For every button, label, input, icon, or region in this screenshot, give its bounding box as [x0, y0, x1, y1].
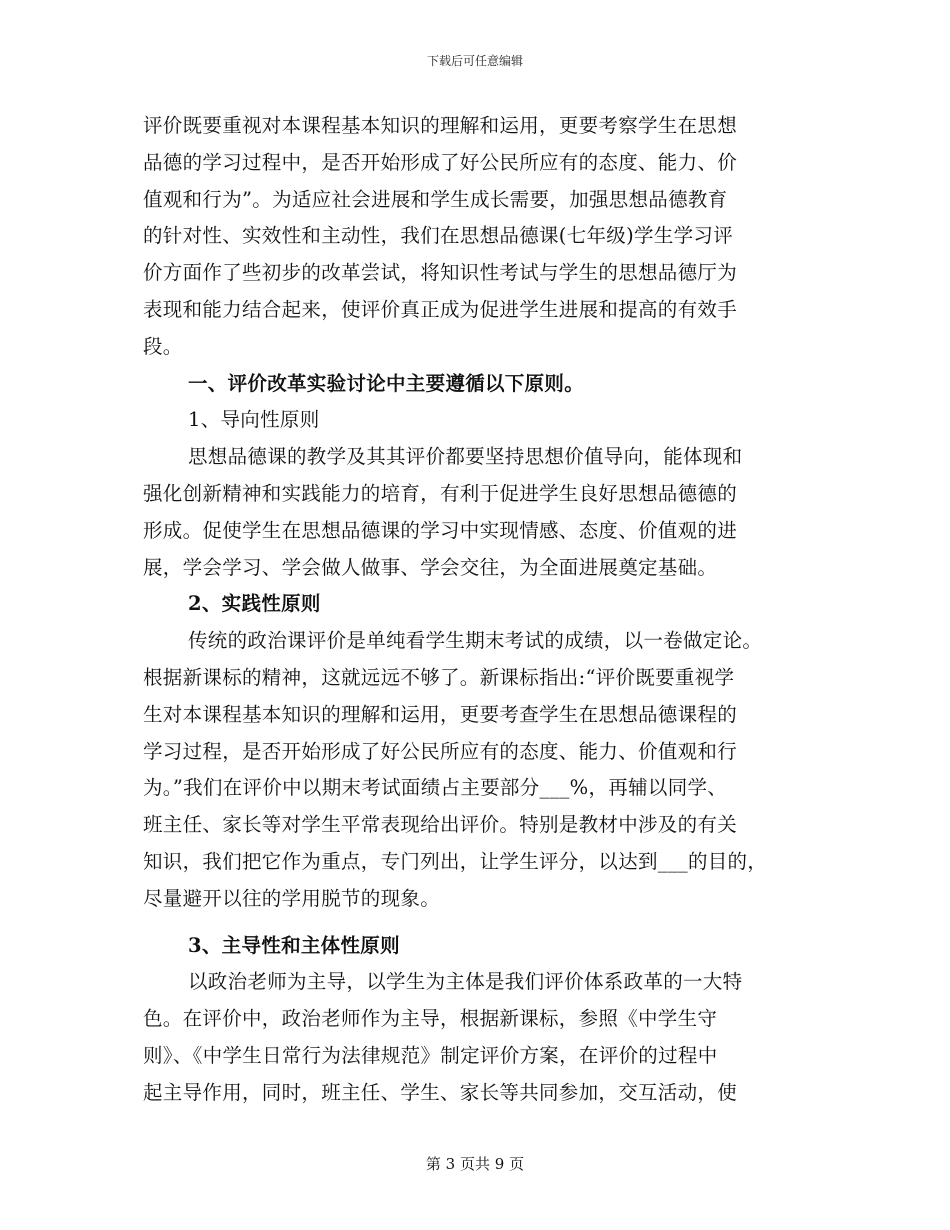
- subsection-heading: 1、导向性原则: [188, 408, 320, 432]
- paragraph-line: 评价既要重视对本课程基本知识的理解和运用，更要考察学生在思想: [143, 114, 738, 137]
- page-header: 下载后可任意编辑: [426, 54, 523, 68]
- paragraph-line: 表现和能力结合起来，使评价真正成为促进学生进展和提高的有效手: [143, 297, 738, 321]
- paragraph-line: 强化创新精神和实践能力的培育，有利于促进学生良好思想品德德的: [143, 481, 738, 505]
- page-footer: 第 3 页共 9 页: [425, 1155, 525, 1173]
- document-body: [143, 108, 815, 1112]
- paragraph-line: 以政治老师为主导，以学生为主体是我们评价体系政革的一大特: [188, 970, 743, 994]
- subsection-heading: 3、主导性和主体性原则: [188, 933, 400, 957]
- paragraph-line: 班主任、家长等对学生平常表现给出评价。特别是教材中涉及的有关: [143, 813, 738, 837]
- paragraph-line: 的针对性、实效性和主动性，我们在思想品德课(七年级)学生学习评: [143, 224, 734, 248]
- paragraph-line: 起主导作用，同时，班主任、学生、家长等共同参加，交互活动，使: [143, 1080, 738, 1104]
- paragraph-line: 知识，我们把它作为重点，专门列出，让学生评分，以达到___的目的，: [143, 849, 768, 873]
- section-heading: 一、评价改革实验讨论中主要遵循以下原则。: [188, 371, 585, 395]
- paragraph-line: 思想品德课的教学及其其评价都要坚持思想价值导向，能体现和: [188, 445, 743, 469]
- subsection-heading: 2、实践性原则: [188, 592, 321, 616]
- paragraph-line: 学习过程，是否开始形成了好公民所应有的态度、能力、价值观和行: [143, 739, 738, 763]
- paragraph-line: 形成。促使学生在思想品德课的学习中实现情感、态度、价值观的进: [143, 518, 738, 542]
- paragraph-line: 则》、《中学生日常行为法律规范》制定评价方案，在评价的过程中: [143, 1043, 718, 1067]
- paragraph-line: 展，学会学习、学会做人做事、学会交往，为全面进展奠定基础。: [143, 555, 718, 579]
- paragraph-line: 值观和行为”。为适应社会进展和学生成长需要，加强思想品德教育: [143, 187, 728, 211]
- paragraph-line: 根据新课标的精神，这就远远不够了。新课标指出:“评价既要重视学: [143, 665, 735, 689]
- paragraph-line: 品德的学习过程中，是否开始形成了好公民所应有的态度、能力、价: [143, 150, 738, 174]
- paragraph-line: 价方面作了些初步的改革尝试，将知识性考试与学生的思想品德厅为: [143, 261, 738, 285]
- paragraph-line: 传统的政治课评价是单纯看学生期末考试的成绩，以一卷做定论。: [188, 629, 763, 653]
- paragraph-line: 色。在评价中，政治老师作为主导，根据新课标，参照《中学生守: [143, 1007, 718, 1031]
- paragraph-line: 段。: [143, 334, 183, 358]
- paragraph-line: 尽量避开以往的学用脱节的现象。: [143, 886, 441, 910]
- paragraph-line: 生对本课程基本知识的理解和运用，更要考查学生在思想品德课程的: [143, 702, 738, 726]
- paragraph-line: 为。”我们在评价中以期末考试面绩占主要部分___%，再辅以同学、: [143, 776, 728, 800]
